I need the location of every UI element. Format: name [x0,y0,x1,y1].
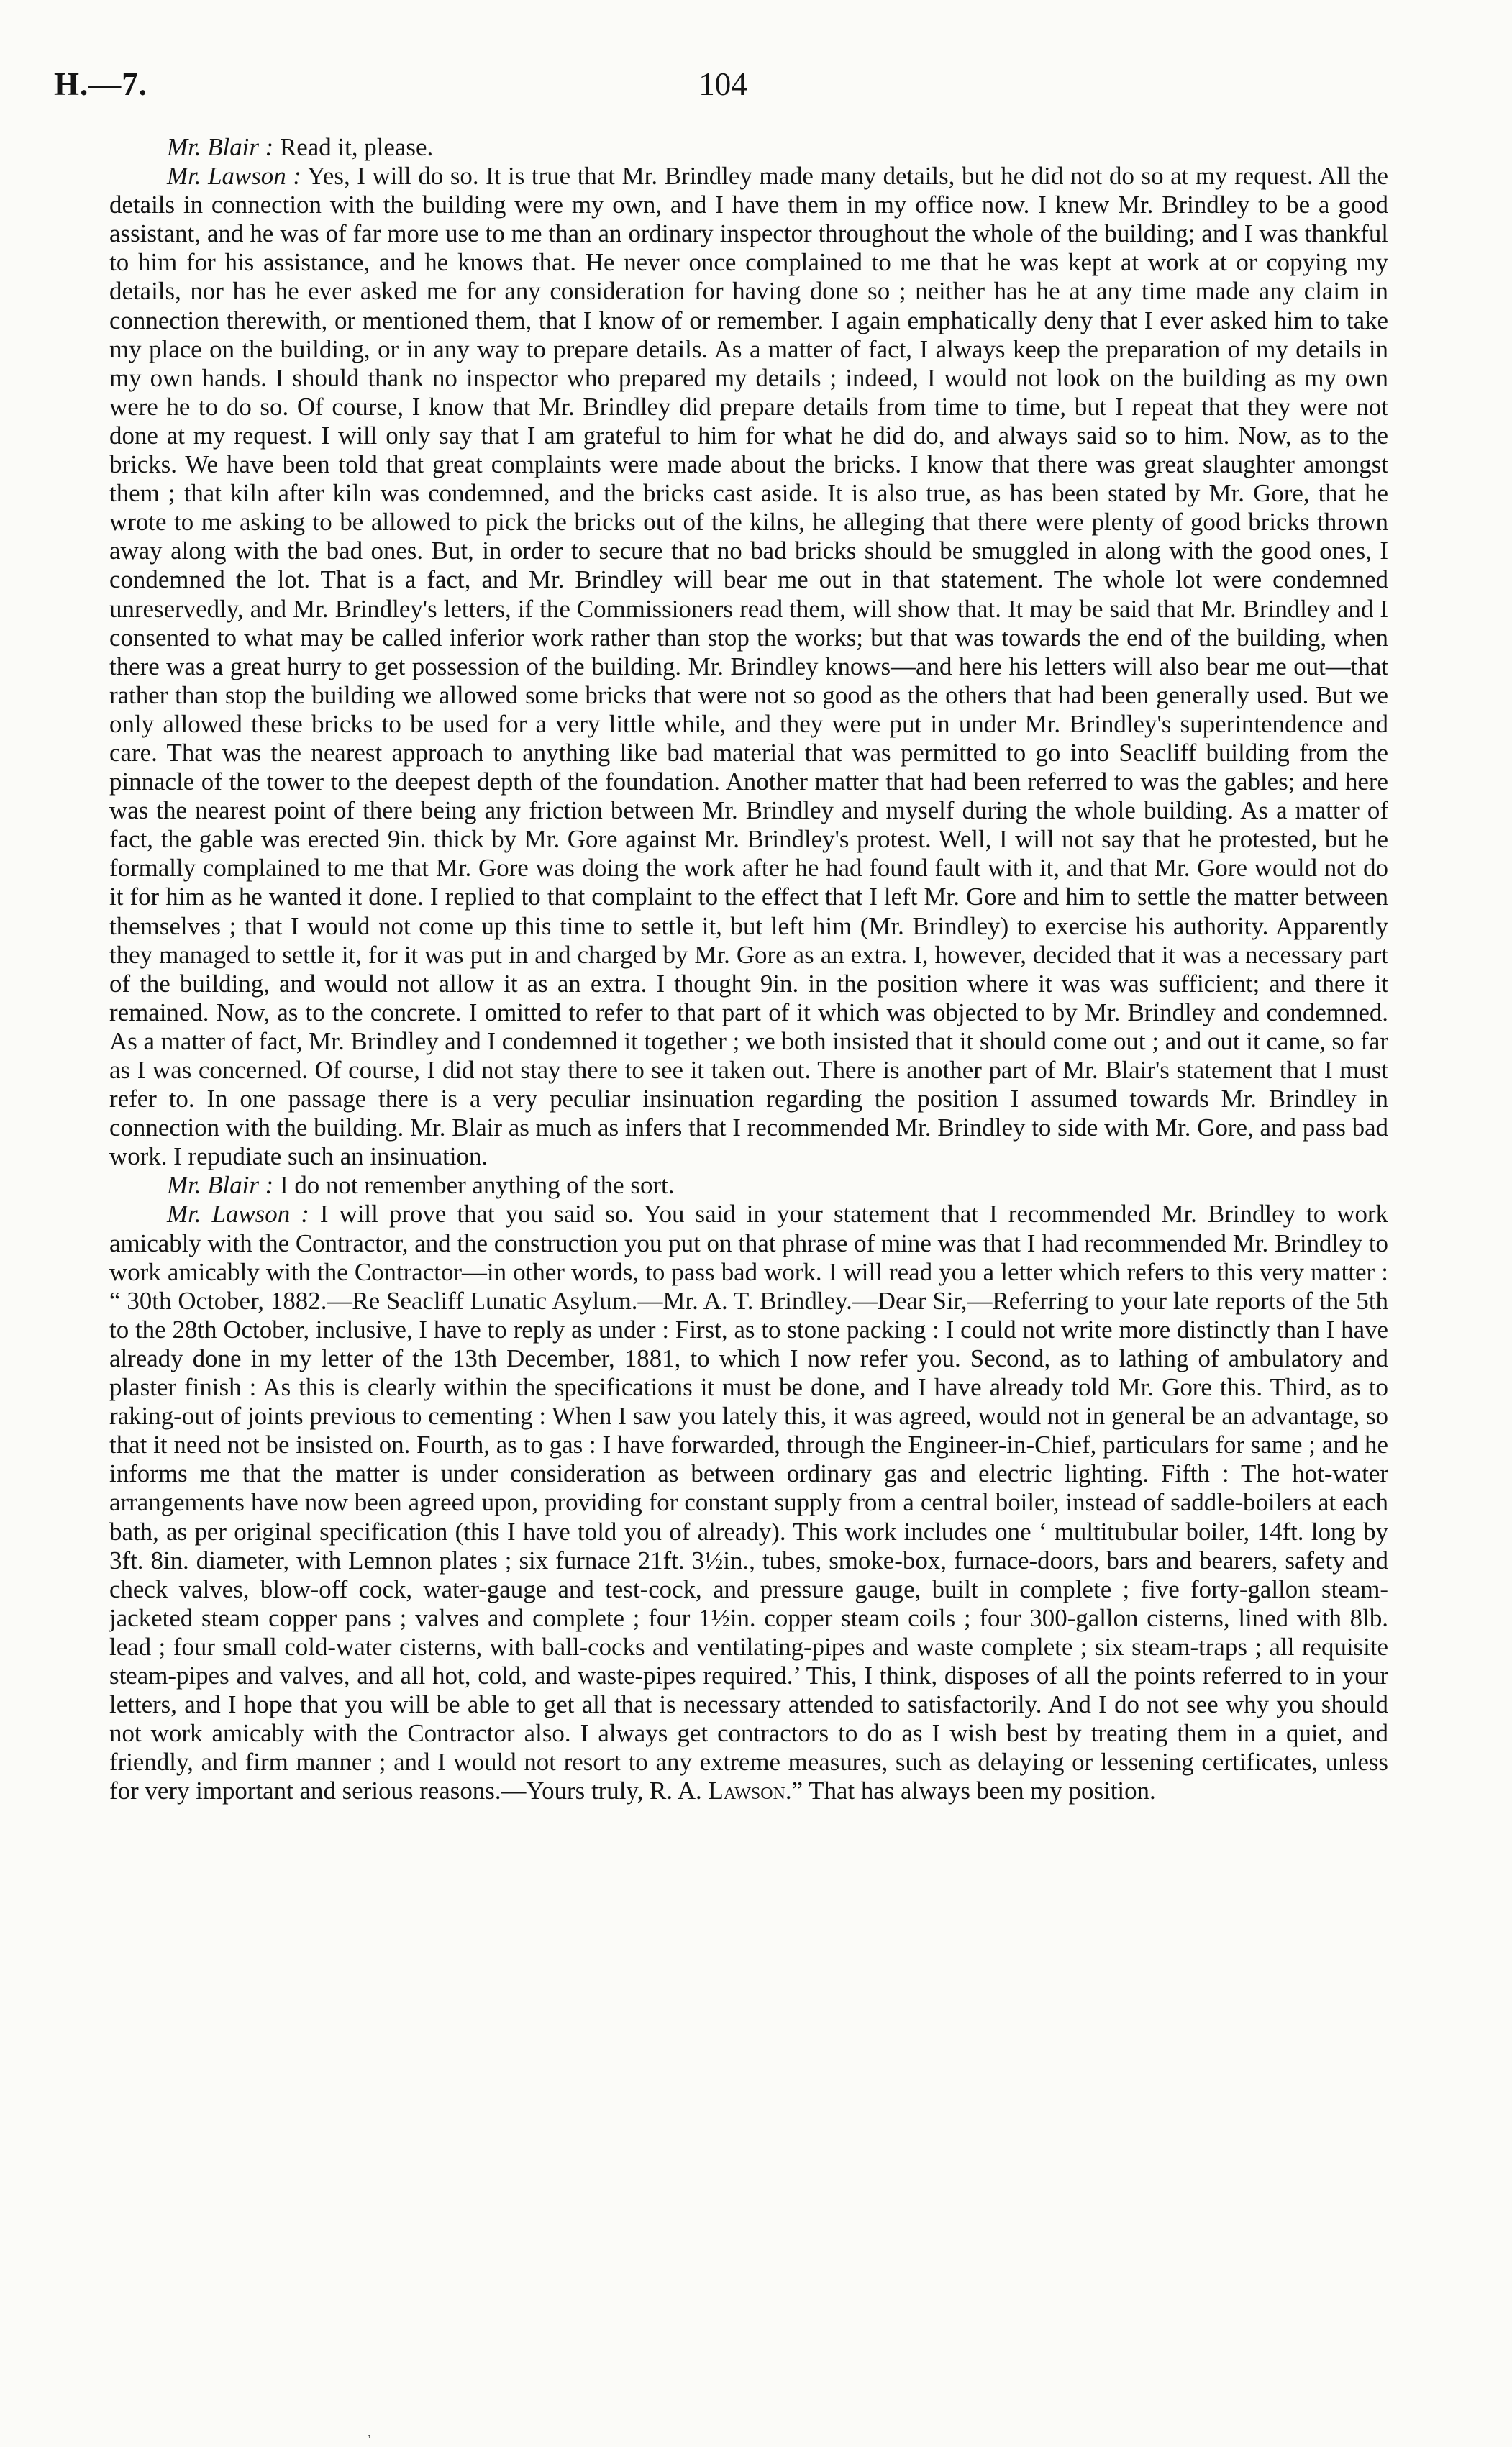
paragraph [109,1171,1388,1200]
paragraph-text: I will prove that you said so. You said in your statement that I recommended Mr. Brindley to work amicably with the Contractor, and the construction you put on that phrase of mine was that I had recommended Mr. Brindley to work amicably with the Contractor—in other words, to pass bad work. I will read you a letter which refers to this very matter : “ 30th October, 1882.—Re Seacliff Lunatic Asylum.—Mr. A. T. Brindley.—Dear Sir,—Referring to your late reports of the 5th to the 28th October, inclusive, I have to reply as under : First, as to stone packing : I could not write more distinctly than I have already done in my letter of the 13th December, 1881, to which I now refer you. Second, as to lathing of ambulatory and plaster finish : As this is clearly within the specifications it must be done, and I have already told Mr. Gore this. Third, as to raking-out of joints previous to cementing : When I saw you lately this, it was agreed, would not in general be an advantage, so that it need not be insisted on. Fourth, as to gas : I have forwarded, through the Engineer-in-Chief, particulars for same ; and he informs me that the matter is under consideration as between ordinary gas and electric lighting. Fifth : The hot-water arrangements have now been agreed upon, providing for constant supply from a central boiler, instead of saddle-boilers at each bath, as per original specification (this I have told you of already). This work includes one ‘ multitubular boiler, 14ft. long by 3ft. 8in. diameter, with Lemnon plates ; six furnace 21ft. 3½in., tubes, smoke-box, furnace-doors, bars and bearers, safety and check valves, blow-off cock, water-gauge and test-cock, and pressure gauge, built in complete ; five forty-gallon steam-jacketed steam copper pans ; valves and complete ; four 1½in. copper steam coils ; four 300-gallon cisterns, lined with 8lb. lead ; four small cold-water cisterns, with ball-cocks and ventilating-pipes and waste complete ; six steam-traps ; all requisite steam-pipes and valves, and all hot, cold, and waste-pipes required.’ This, I think, disposes of all the points referred to in your letters, and I hope that you will be able to get all that is necessary attended to satisfactorily. And I do not see why you should not work amicably with the Contractor also. I always get contractors to do as I wish best by treating them in a quiet, and friendly, and firm manner ; and I would not resort to any extreme measures, such as delaying or lessening certificates, unless for very important and serious reasons.—Yours truly, [109,1200,1388,1805]
speaker-name: Mr. Lawson : [167,1200,309,1229]
paragraph [109,1200,1388,1805]
stray-mark: , [368,2424,371,2440]
paragraph [109,133,1388,162]
page-header [54,59,1392,109]
paragraph-text: Yes, I will do so. It is true that Mr. Brindley made many details, but he did not do so at my request. All the details in connection with the building were my own, and I have them in my office now. I knew Mr. Brindley to be a good assistant, and he was of far more use to me than an ordinary inspector throughout the whole of the building; and I was thankful to him for his assistance, and he knows that. He never once complained to me that he was kept at work at or copying my details, nor has he ever asked me for any consideration for having done so ; neither has he at any time made any claim in connection therewith, or mentioned them, that I know of or remember. I again emphatically deny that I ever asked him to take my place on the building, or in any way to prepare details. As a matter of fact, I always keep the preparation of my details in my own hands. I should thank no inspector who prepared my details ; indeed, I would not look on the building as my own were he to do so. Of course, I know that Mr. Brindley did prepare details from time to time, but I repeat that they were not done at my request. I will only say that I am grateful to him for what he did do, and always said so to him. Now, as to the bricks. We have been told that great complaints were made about the bricks. I know that there was great slaughter amongst them ; that kiln after kiln was condemned, and the bricks cast aside. It is also true, as has been stated by Mr. Gore, that he wrote to me asking to be allowed to pick the bricks out of the kilns, he alleging that there were plenty of good bricks thrown away along with the bad ones. But, in order to secure that no bad bricks should be smuggled in along with the good ones, I condemned the lot. That is a fact, and Mr. Brindley will bear me out in that statement. The whole lot were condemned unreservedly, and Mr. Brindley's letters, if the Commissioners read them, will show that. It may be said that Mr. Brindley and I consented to what may be called inferior work rather than stop the works; but that was towards the end of the building, when there was a great hurry to get possession of the building. Mr. Brindley knows—and here his letters will also bear me out—that rather than stop the building we allowed some bricks that were not so good as the others that had been generally used. But we only allowed these bricks to be used for a very little while, and they were put in under Mr. Brindley's superintendence and care. That was the nearest approach to anything like bad material that was permitted to go into Seacliff building from the pinnacle of the tower to the deepest depth of the foundation. Another matter that had been referred to was the gables; and here was the nearest point of there being any friction between Mr. Brindley and myself during the whole building. As a matter of fact, the gable was erected 9in. thick by Mr. Gore against Mr. Brindley's protest. Well, I will not say that he protested, but he formally complained to me that Mr. Gore was doing the work after he had found fault with it, and that Mr. Gore would not do it for him as he wanted it done. I replied to that complaint to the effect that I left Mr. Gore and him to settle the matter between themselves ; that I would not come up this time to settle it, but left him (Mr. Brindley) to exercise his authority. Apparently they managed to settle it, for it was put in and charged by Mr. Gore as an extra. I, however, decided that it was a necessary part of the building, and would not allow it as an extra. I thought 9in. in the position where it was was sufficient; and there it remained. Now, as to the concrete. I omitted to refer to that part of it which was objected to by Mr. Brindley and condemned. As a matter of fact, Mr. Brindley and I condemned it together ; we both insisted that it should come out ; and out it came, so far as I was concerned. Of course, I did not stay there to see it taken out. There is another part of Mr. Blair's statement that I must refer to. In one passage there is a very peculiar insinuation regarding the position I assumed towards Mr. Brindley in connection with the building. Mr. Blair as much as infers that I recommended Mr. Brindley to side with Mr. Gore, and pass bad work. I repudiate such an insinuation. [109,162,1388,1171]
speaker-name: Mr. Lawson : [167,162,301,191]
speaker-name: Mr. Blair : [167,133,274,161]
paragraph-text: Read it, please. [273,133,434,161]
paragraph [109,162,1388,1171]
paragraph-tail: ” That has always been my position. [791,1777,1156,1805]
paragraph-text: I do not remember anything of the sort. [273,1171,675,1200]
speaker-name: Mr. Blair : [167,1171,274,1200]
document-reference: H.—7. [54,66,148,102]
letter-signature: R. A. Lawson. [650,1777,792,1805]
page-number: 104 [698,66,747,102]
document-body [109,133,1388,1805]
